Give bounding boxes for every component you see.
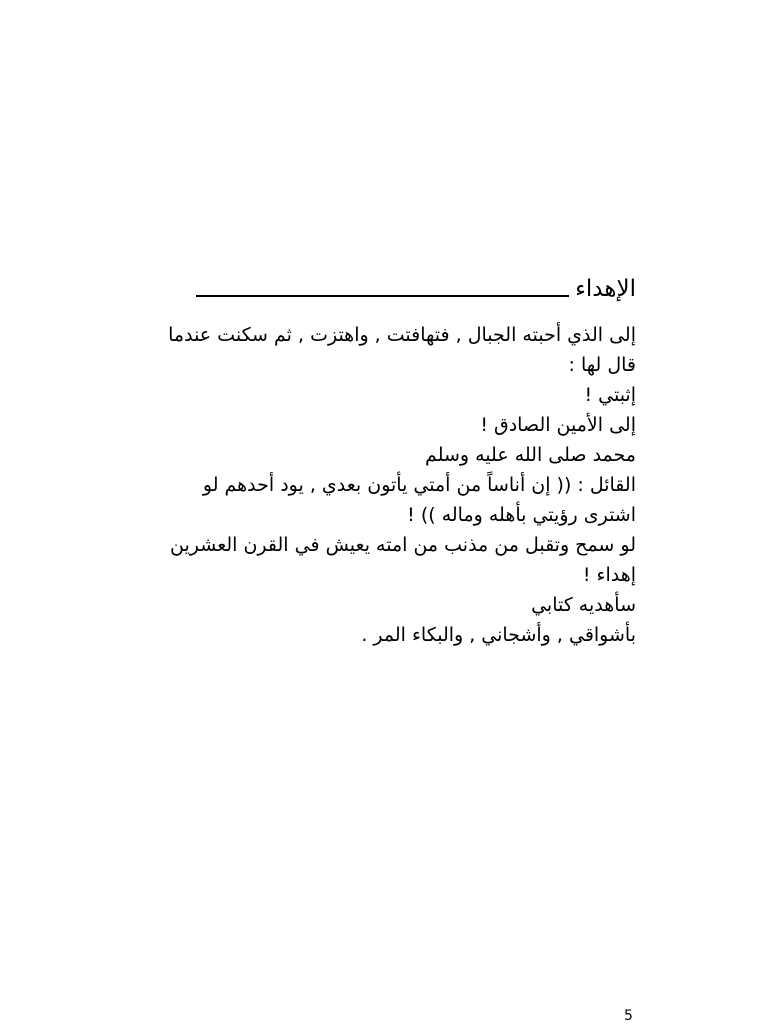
page-number: 5 bbox=[624, 1008, 633, 1024]
body-line-2: قال لها : bbox=[568, 354, 636, 376]
body-line-5: محمد صلى الله عليه وسلم bbox=[425, 444, 636, 466]
dedication-title: الإهداء bbox=[575, 276, 636, 302]
body-line-1: إلى الذي أحبته الجبال , فتهافتت , واهتزت , ثم سكنت عندما bbox=[168, 324, 636, 346]
body-line-7: اشترى رؤيتي بأهله وماله )) ! bbox=[407, 504, 636, 526]
body-line-11: بأشواقي , وأشجاني , والبكاء المر . bbox=[361, 624, 636, 646]
dedication-body bbox=[136, 320, 636, 650]
body-line-8: لو سمح وتقبل من مذنب من امته يعيش في القرن العشرين bbox=[170, 534, 636, 556]
body-line-6: القائل : (( إن أناساً من أمتي يأتون بعدي , يود أحدهم لو bbox=[202, 474, 636, 496]
dedication-heading-row bbox=[196, 268, 636, 304]
heading-underline-rule bbox=[196, 295, 569, 297]
body-line-3: إثبتي ! bbox=[584, 384, 636, 406]
body-line-9: إهداء ! bbox=[582, 564, 636, 586]
body-line-4: إلى الأمين الصادق ! bbox=[480, 414, 636, 436]
body-line-10: سأهديه كتابي bbox=[531, 594, 636, 616]
